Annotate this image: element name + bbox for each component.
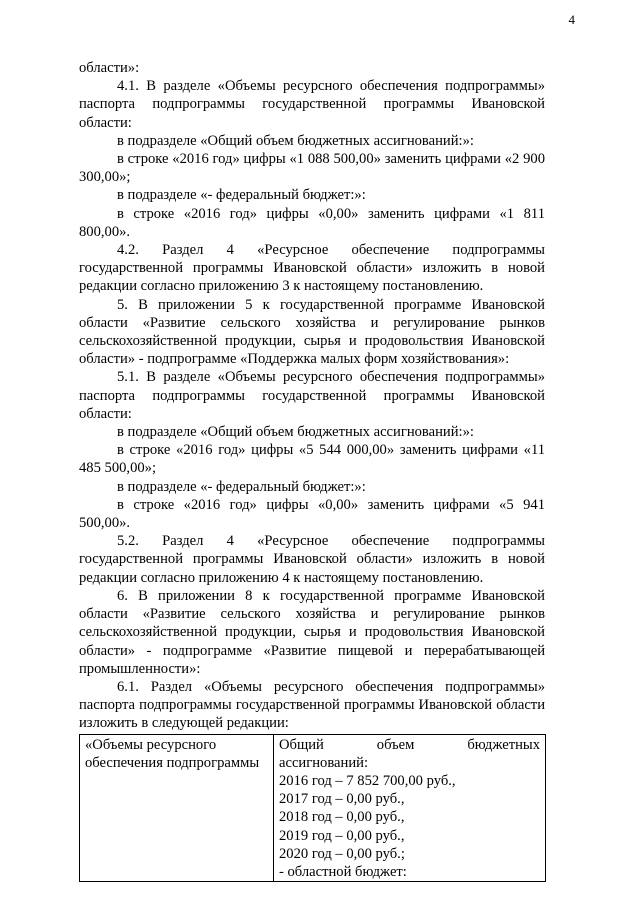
paragraph: 6.1. Раздел «Объемы ресурсного обеспечения подпрограммы» паспорта подпрограммы государственной программы Ивановской области изложить в следующей редакции: [79,678,545,732]
table-cell-line: ассигнований: [279,754,368,771]
paragraph: в строке «2016 год» цифры «0,00» заменить цифрами «1 811 800,00». [79,205,545,240]
paragraph: 4.1. В разделе «Объемы ресурсного обеспечения подпрограммы» паспорта подпрограммы государственной программы Ивановской области: [79,78,545,131]
page-number: 4 [568,12,575,27]
resource-table [79,734,546,883]
paragraph: в строке «2016 год» цифры «5 544 000,00» заменить цифрами «11 485 500,00»; [79,442,545,477]
table-cell-line: 2019 год – 0,00 руб., [279,827,405,844]
paragraph: в подразделе «- федеральный бюджет:»: [117,478,366,495]
paragraph: 5.1. В разделе «Объемы ресурсного обеспечения подпрограммы» паспорта подпрограммы государственной программы Ивановской области: [79,369,545,422]
table-cell-line: 2020 год – 0,00 руб.; [279,845,405,862]
paragraph: 4.2. Раздел 4 «Ресурсное обеспечение подпрограммы государственной программы Ивановской области» изложить в новой редакции согласно приложению 3 к настоящему постановлению. [79,242,545,295]
document-body [79,59,545,882]
table-cell-values [274,734,546,882]
table-cell-label: «Объемы ресурсного обеспечения подпрограммы [80,734,274,882]
paragraph: в подразделе «- федеральный бюджет:»: [117,187,366,204]
paragraph: в строке «2016 год» цифры «1 088 500,00» заменить цифрами «2 900 300,00»; [79,151,545,186]
paragraph: 6. В приложении 8 к государственной программе Ивановской области «Развитие сельского хозяйства и регулирование рынков сельскохозяйственной продукции, сырья и продовольствия Ивановской области» - подпрограмме «Развитие пищевой и перерабатывающей промышленности»: [79,587,545,677]
table-cell-line: - областной бюджет: [279,863,407,880]
paragraph: в подразделе «Общий объем бюджетных ассигнований:»: [117,424,474,441]
table-row [80,734,546,882]
paragraph: в подразделе «Общий объем бюджетных ассигнований:»: [117,132,474,149]
table-cell-line: 2018 год – 0,00 руб., [279,809,405,826]
paragraph: области»: [79,60,140,76]
paragraph: 5.2. Раздел 4 «Ресурсное обеспечение подпрограммы государственной программы Ивановской области» изложить в новой редакции согласно приложению 4 к настоящему постановлению. [79,533,545,586]
table-cell-line: Общий объем бюджетных [279,736,540,753]
paragraph: в строке «2016 год» цифры «0,00» заменить цифрами «5 941 500,00». [79,496,545,532]
paragraph: 5. В приложении 5 к государственной программе Ивановской области «Развитие сельского хозяйства и регулирование рынков сельскохозяйственной продукции, сырья и продовольствия Ивановской области» - подпрограмме «Поддержка малых форм хозяйствования»: [79,296,545,368]
table-cell-line: 2016 год – 7 852 700,00 руб., [279,772,456,789]
paragraph-list [79,59,545,733]
table-cell-line: 2017 год – 0,00 руб., [279,791,405,808]
